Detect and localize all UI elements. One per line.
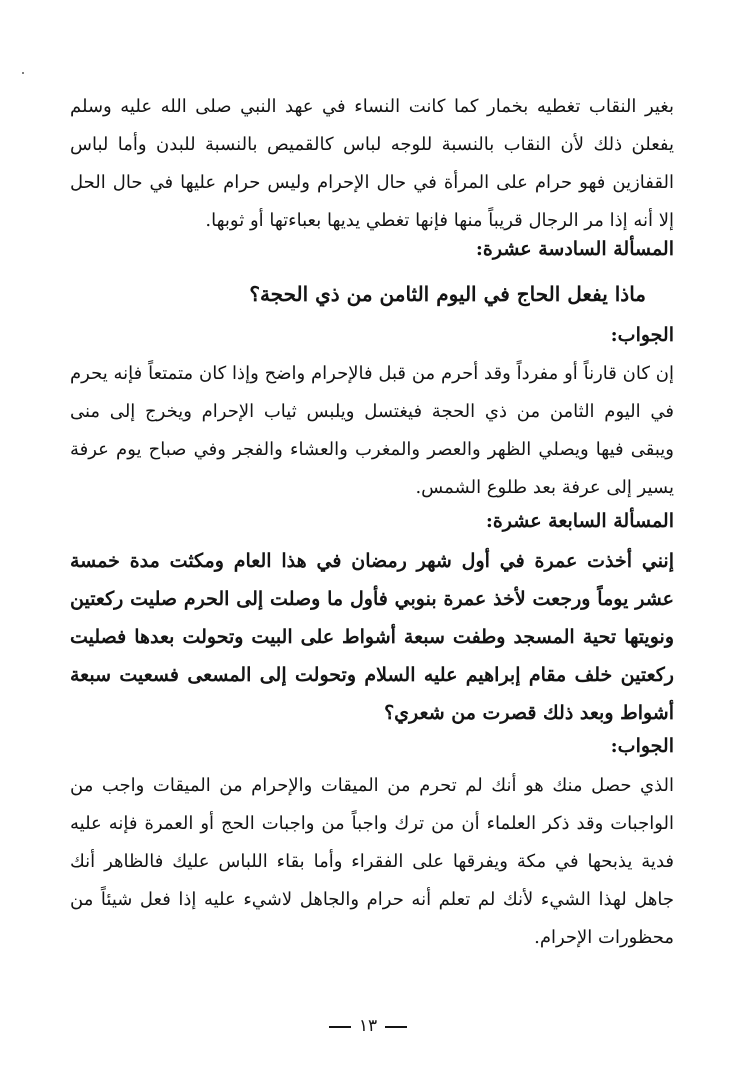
paragraph-continuation: بغير النقاب تغطيه بخمار كما كانت النساء في عهد النبي صلى الله عليه وسلم يفعلن ذلك لأن النقاب بالنسبة للوجه لباس كالقميص بالنسبة للبدن وأما لباس القفازين فهو حرام على المرأة في حال الإحرام وليس حرام عليها في حال الحل إلا أنه إذا مر الرجال قريباً منها فإنها تغطي يديها بعباءتها أو ثوبها.	[70, 96, 674, 231]
issue-17-heading: المسألة السابعة عشرة:	[485, 510, 674, 532]
issue-17-question: إنني أخذت عمرة في أول شهر رمضان في هذا العام ومكثت مدة خمسة عشر يوماً ورجعت لأخذ عمرة بنوبي فأول ما وصلت إلى الحرم صليت ركعتين ونويتها تحية المسجد وطفت سبعة أشواط على البيت وتحولت بعدها فصليت ركعتين خلف مقام إبراهيم عليه السلام وتحولت إلى المسعى فسعيت سبعة أشواط وبعد ذلك قصرت من شعري؟	[70, 550, 674, 724]
issue-16-question: ماذا يفعل الحاج في اليوم الثامن من ذي الحجة؟	[249, 282, 646, 306]
page-number-text: ١٣	[358, 1016, 378, 1036]
issue-16-answer: إن كان قارناً أو مفرداً وقد أحرم من قبل فالإحرام واضح وإذا كان متمتعاً فإنه يحرم في اليوم الثامن من ذي الحجة فيغتسل ويلبس ثياب الإحرام ويخرج إلى منى ويبقى فيها ويصلي الظهر والعصر والمغرب والعشاء والفجر وفي صباح يوم عرفة يسير إلى عرفة بعد طلوع الشمس.	[70, 363, 674, 498]
issue-16-heading: المسألة السادسة عشرة:	[475, 238, 674, 260]
dash-right	[385, 1026, 407, 1028]
page-number	[0, 1013, 736, 1039]
answer-label: الجواب:	[610, 324, 674, 346]
dash-left	[329, 1026, 351, 1028]
scan-speck	[22, 72, 24, 74]
issue-17-answer: الذي حصل منك هو أنك لم تحرم من الميقات والإحرام من الميقات واجب من الواجبات وقد ذكر العلماء أن من ترك واجباً من واجبات الحج أو العمرة فإنه عليه فدية يذبحها في مكة ويفرقها على الفقراء وأما بقاء اللباس عليك فالظاهر أنك جاهل لهذا الشيء لأنك لم تعلم أنه حرام والجاهل لاشيء عليه إذا فعل شيئاً من محظورات الإحرام.	[70, 775, 674, 948]
answer-label: الجواب:	[610, 735, 674, 757]
